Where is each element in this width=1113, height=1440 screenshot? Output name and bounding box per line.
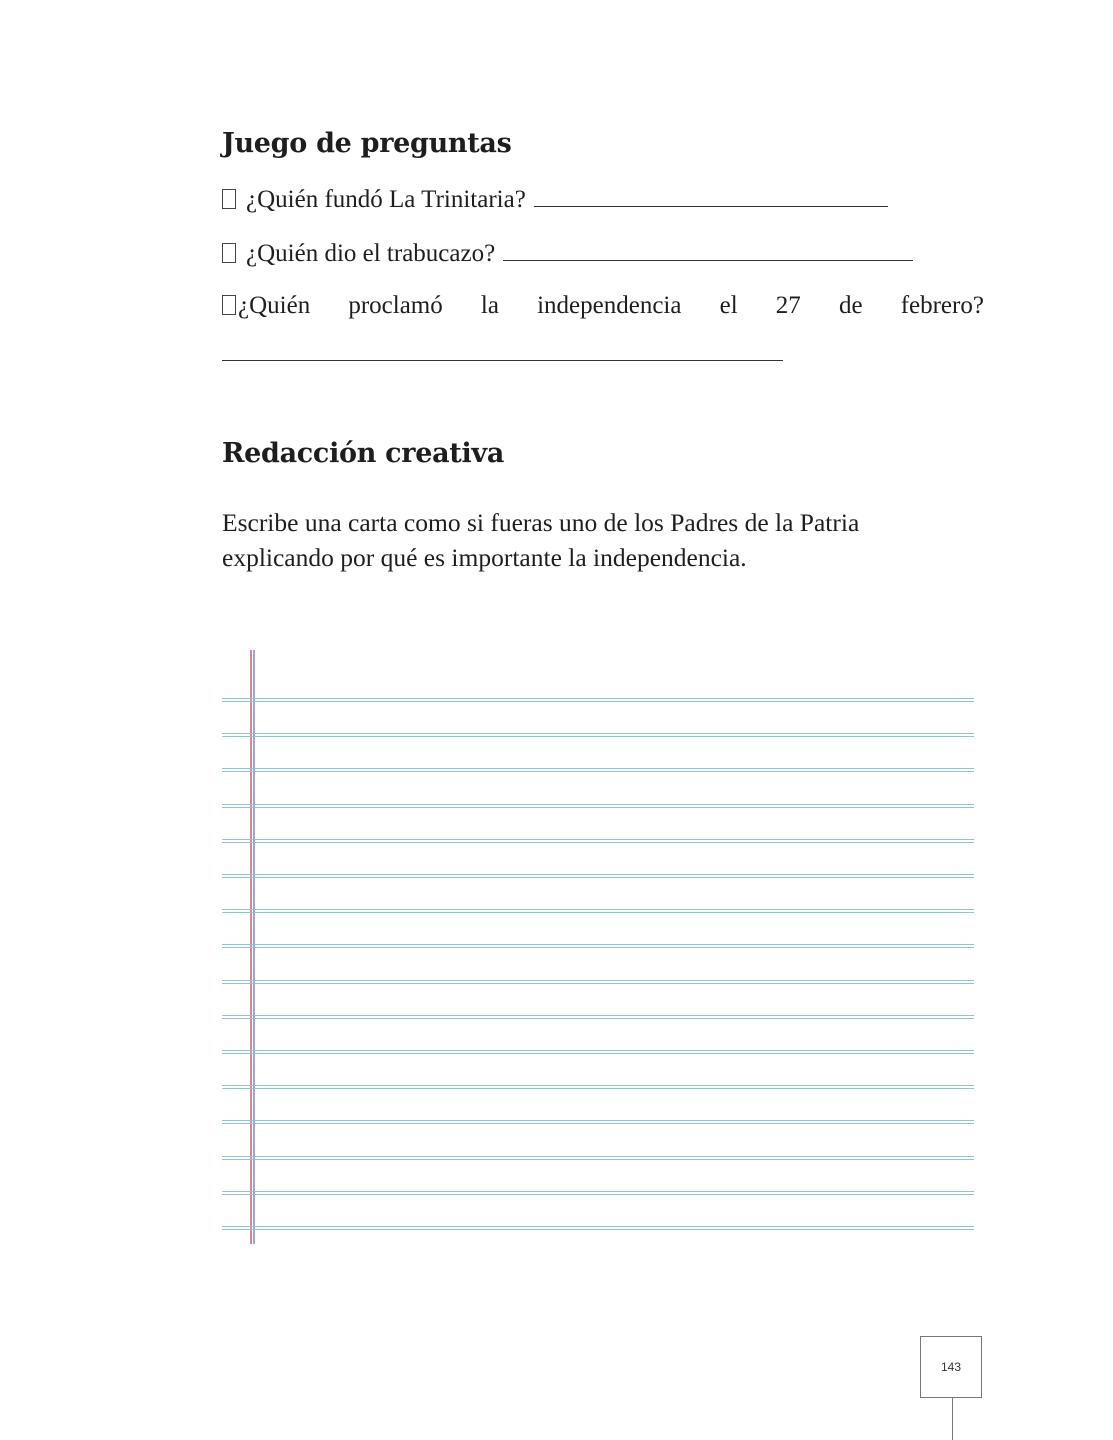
- ruled-line: [222, 839, 974, 843]
- missing-glyph-icon: [222, 243, 236, 263]
- writing-heading: Redacción creativa: [222, 438, 505, 469]
- ruled-line: [222, 768, 974, 772]
- ruled-line: [222, 874, 974, 878]
- ruled-line: [222, 909, 974, 913]
- ruled-line: [222, 980, 974, 984]
- answer-blank-3[interactable]: [222, 360, 783, 361]
- question-1: [222, 186, 888, 214]
- ruled-line: [222, 733, 974, 737]
- question-3-word: el: [719, 292, 738, 319]
- question-1-text: ¿Quién fundó La Trinitaria?: [246, 186, 526, 213]
- page-number-stem: [952, 1398, 953, 1440]
- question-3-word: 27: [775, 292, 801, 319]
- ruled-line: [222, 1050, 974, 1054]
- question-2: [222, 240, 913, 268]
- question-3: [222, 292, 984, 320]
- question-3-word: independencia: [537, 292, 682, 319]
- ruled-line: [222, 698, 974, 702]
- ruled-line: [222, 944, 974, 948]
- writing-instructions: [222, 505, 1002, 575]
- ruled-line: [222, 1191, 974, 1195]
- question-3-word: de: [838, 292, 863, 319]
- question-3-first: [222, 292, 310, 320]
- question-3-word: ¿Quién: [238, 292, 311, 319]
- ruled-line: [222, 1226, 974, 1230]
- ruled-line: [222, 1156, 974, 1160]
- missing-glyph-icon: [222, 189, 236, 209]
- instructions-line-1: Escribe una carta como si fueras uno de los Padres de la Patria: [222, 508, 860, 537]
- ruled-line: [222, 1120, 974, 1124]
- page-number: 143: [940, 1360, 962, 1374]
- question-3-word: febrero?: [900, 292, 984, 319]
- missing-glyph-icon: [222, 295, 236, 315]
- ruled-line: [222, 1015, 974, 1019]
- question-3-word: proclamó: [348, 292, 443, 319]
- quiz-heading: Juego de preguntas: [222, 128, 512, 159]
- answer-blank-2[interactable]: [503, 240, 913, 261]
- page-number-box: [920, 1336, 982, 1398]
- answer-blank-1[interactable]: [534, 186, 888, 207]
- ruled-line: [222, 804, 974, 808]
- question-2-text: ¿Quién dio el trabucazo?: [246, 240, 496, 267]
- instructions-line-2: explicando por qué es importante la independencia.: [222, 543, 747, 572]
- lined-writing-area[interactable]: [222, 650, 974, 1244]
- question-3-word: la: [480, 292, 499, 319]
- ruled-line: [222, 1085, 974, 1089]
